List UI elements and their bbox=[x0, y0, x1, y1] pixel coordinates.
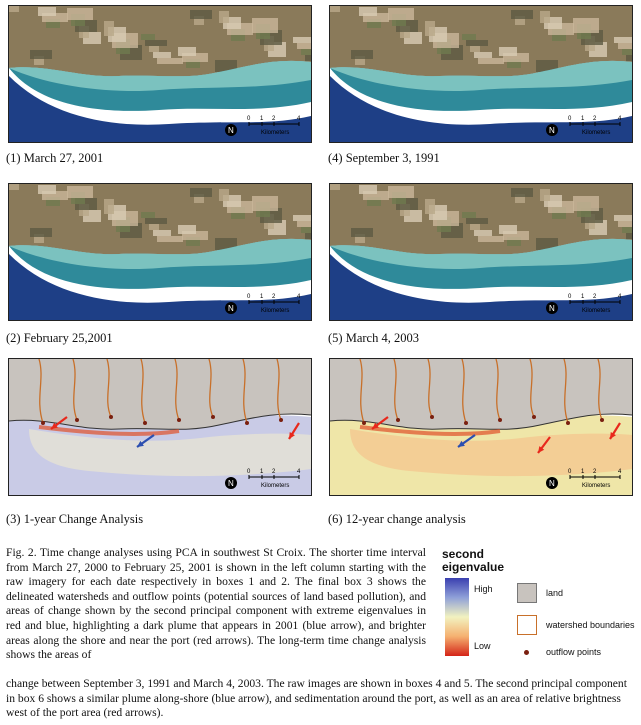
watershed-swatch bbox=[517, 615, 537, 635]
panel-5-image bbox=[329, 183, 633, 321]
svg-text:N: N bbox=[549, 126, 555, 135]
svg-text:0: 0 bbox=[247, 116, 251, 122]
satellite-image bbox=[330, 184, 632, 320]
svg-text:4: 4 bbox=[618, 294, 622, 300]
svg-text:0: 0 bbox=[247, 294, 251, 300]
panel-3-caption: (3) 1-year Change Analysis bbox=[6, 512, 144, 526]
panel-6-image bbox=[329, 358, 633, 496]
change-map bbox=[330, 359, 632, 495]
svg-text:0: 0 bbox=[568, 469, 572, 475]
svg-text:2: 2 bbox=[272, 116, 276, 122]
svg-text:1: 1 bbox=[260, 116, 264, 122]
panel-5-caption: (5) March 4, 2003 bbox=[328, 331, 419, 345]
svg-text:Kilometers: Kilometers bbox=[261, 308, 290, 314]
satellite-image bbox=[9, 184, 311, 320]
svg-text:0: 0 bbox=[568, 116, 572, 122]
svg-text:2: 2 bbox=[272, 294, 276, 300]
change-map bbox=[9, 359, 311, 495]
legend-high-label: High bbox=[474, 584, 493, 594]
figure-caption-continued: change between September 3, 1991 and March 4, 2003. The raw images are shown in boxes 4 and 5. The second principal component in box 6 shows a similar plume along-shore (blue arrow), and sedimentation around the port, as well as an area of relative brightness west of the port area (red arrows). bbox=[6, 677, 627, 720]
svg-text:4: 4 bbox=[297, 469, 301, 475]
svg-text:4: 4 bbox=[297, 294, 301, 300]
svg-text:1: 1 bbox=[581, 116, 585, 122]
svg-text:2: 2 bbox=[593, 294, 597, 300]
svg-text:4: 4 bbox=[618, 469, 622, 475]
svg-text:2: 2 bbox=[593, 469, 597, 475]
svg-text:1: 1 bbox=[260, 469, 264, 475]
svg-text:N: N bbox=[228, 126, 234, 135]
svg-text:N: N bbox=[228, 479, 234, 488]
svg-text:2: 2 bbox=[593, 116, 597, 122]
legend-low-label: Low bbox=[474, 641, 491, 651]
satellite-image bbox=[330, 6, 632, 142]
svg-text:Kilometers: Kilometers bbox=[582, 308, 611, 314]
svg-text:0: 0 bbox=[568, 294, 572, 300]
svg-text:1: 1 bbox=[581, 469, 585, 475]
land-swatch bbox=[517, 583, 537, 603]
svg-text:4: 4 bbox=[297, 116, 301, 122]
svg-text:Kilometers: Kilometers bbox=[261, 130, 290, 136]
svg-text:N: N bbox=[228, 304, 234, 313]
legend-outflow-label: outflow points bbox=[546, 647, 602, 657]
panel-1-image bbox=[8, 5, 312, 143]
legend-land-label: land bbox=[546, 588, 564, 598]
legend-title: second eigenvalue bbox=[442, 547, 505, 574]
svg-text:4: 4 bbox=[618, 116, 622, 122]
svg-text:Kilometers: Kilometers bbox=[261, 483, 290, 489]
eigenvalue-color-ramp bbox=[445, 578, 469, 656]
panel-2-caption: (2) February 25,2001 bbox=[6, 331, 113, 345]
svg-text:N: N bbox=[549, 479, 555, 488]
panel-1-caption: (1) March 27, 2001 bbox=[6, 151, 104, 165]
panel-2-image bbox=[8, 183, 312, 321]
svg-text:2: 2 bbox=[272, 469, 276, 475]
panel-4-caption: (4) September 3, 1991 bbox=[328, 151, 440, 165]
svg-text:1: 1 bbox=[260, 294, 264, 300]
legend-watershed-label: watershed boundaries bbox=[546, 620, 635, 630]
satellite-image bbox=[9, 6, 311, 142]
svg-text:0: 0 bbox=[247, 469, 251, 475]
svg-text:Kilometers: Kilometers bbox=[582, 130, 611, 136]
svg-text:Kilometers: Kilometers bbox=[582, 483, 611, 489]
figure-caption: Fig. 2. Time change analyses using PCA in southwest St Croix. The shorter time interval from March 27, 2000 to February 25, 2001 is shown in the left column starting with the raw imagery for each date respectively in boxes 1 and 2. The final box 3 shows the delineated watersheds and outflow points (potential sources of land based pollution), and areas of change shown by the second principal component with extreme eigenvalues in red and blue, highlighting a dark plume that appears in 2001 (blue arrow), and brighter areas along the shore and near the port (red arrows). The long-term time change analysis shows the areas of bbox=[6, 546, 426, 662]
svg-text:1: 1 bbox=[581, 294, 585, 300]
outflow-point-symbol bbox=[524, 650, 529, 655]
svg-text:N: N bbox=[549, 304, 555, 313]
panel-6-caption: (6) 12-year change analysis bbox=[328, 512, 466, 526]
panel-4-image bbox=[329, 5, 633, 143]
panel-3-image bbox=[8, 358, 312, 496]
